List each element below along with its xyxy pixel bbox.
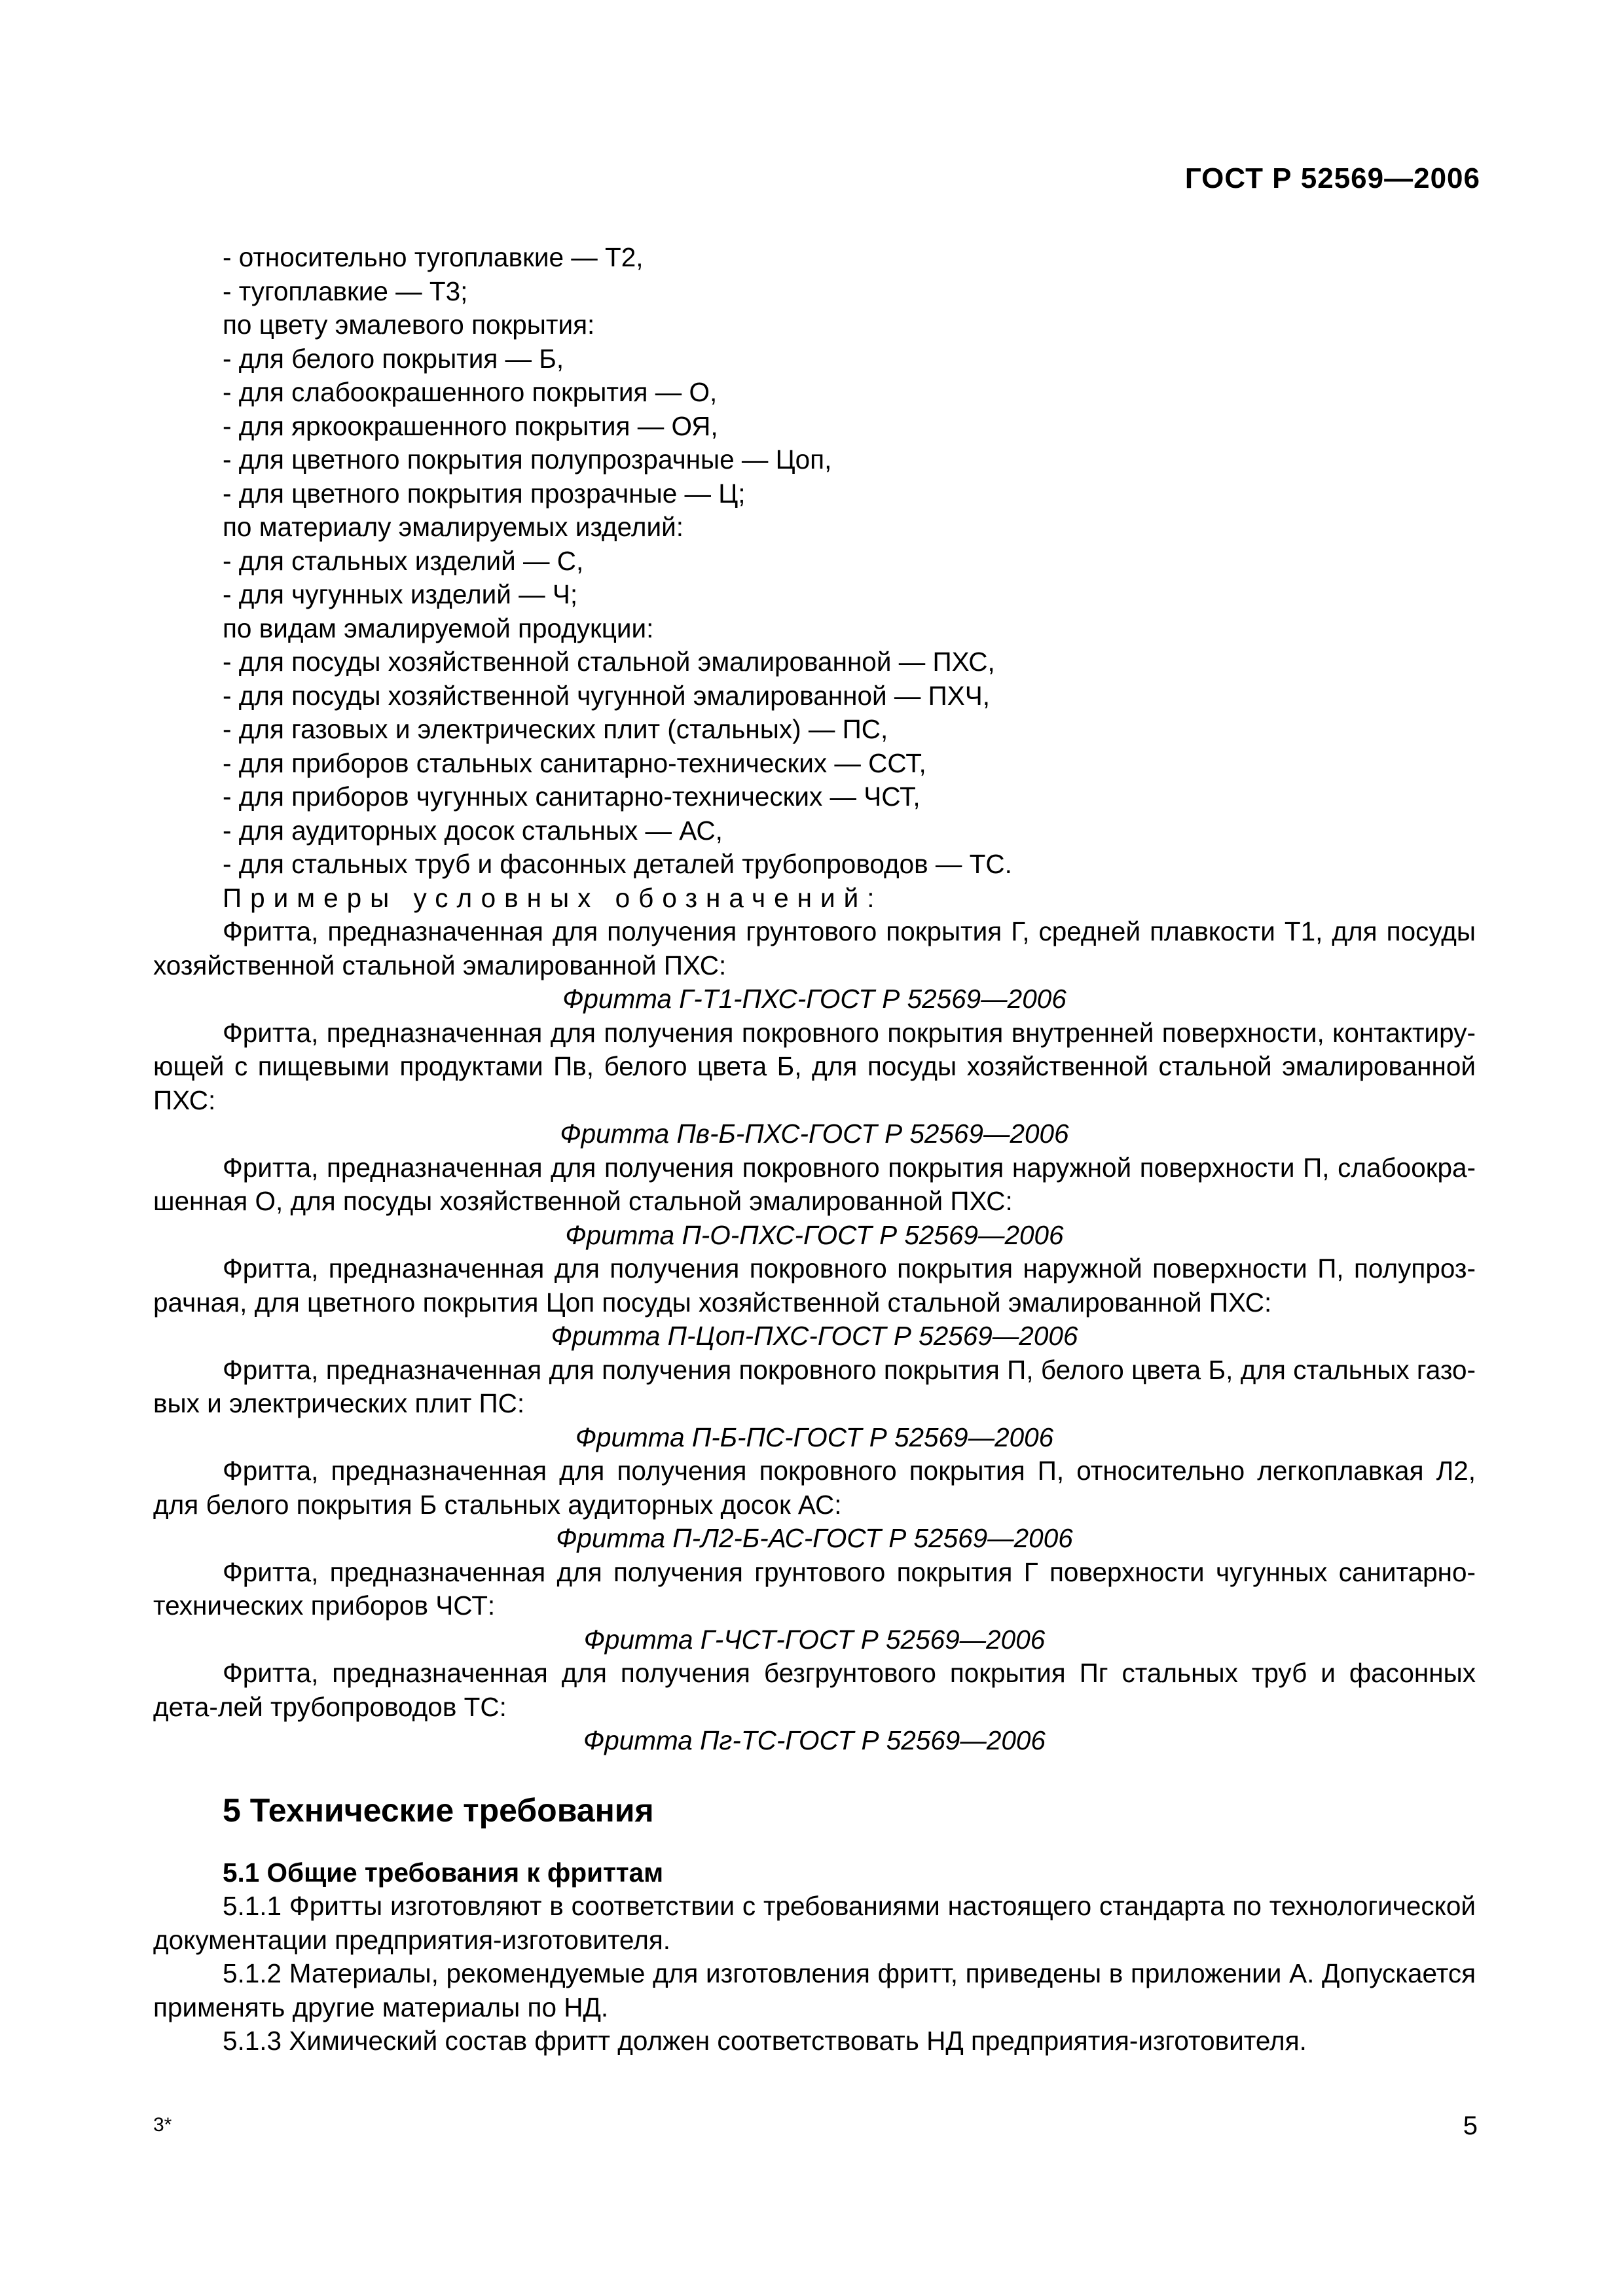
- example-description: Фритта, предназначенная для получения покровного покрытия П, относительно легкоплавкая Л2, для белого покрытия Б стальных аудиторных досок АС:: [153, 1456, 1476, 1520]
- example-code: Фритта П-Б-ПС-ГОСТ Р 52569—2006: [575, 1422, 1054, 1452]
- list-item: - для стальных изделий — С,: [223, 545, 584, 576]
- list-item: - относительно тугоплавкие — Т2,: [223, 242, 644, 272]
- list-heading: по видам эмалируемой продукции:: [223, 613, 654, 643]
- example-code: Фритта Пг-ТС-ГОСТ Р 52569—2006: [583, 1725, 1046, 1755]
- example-description: Фритта, предназначенная для получения грунтового покрытия Г, средней плавкости Т1, для посуды хозяйственной стальной эмалированной ПХС:: [153, 916, 1476, 980]
- list-heading: по цвету эмалевого покрытия:: [223, 310, 595, 340]
- example-code: Фритта Г-Т1-ПХС-ГОСТ Р 52569—2006: [562, 984, 1067, 1014]
- list-item: - для приборов чугунных санитарно-технических — ЧСТ,: [223, 781, 921, 812]
- example-code: Фритта П-Л2-Б-АС-ГОСТ Р 52569—2006: [556, 1523, 1073, 1553]
- list-item: - для слабоокрашенного покрытия — О,: [223, 377, 718, 407]
- list-item: - для посуды хозяйственной стальной эмалированной — ПХС,: [223, 647, 995, 677]
- clause-paragraph: 5.1.2 Материалы, рекомендуемые для изготовления фритт, приведены в приложении А. Допускается применять другие материалы по НД.: [153, 1958, 1476, 2022]
- example-description: Фритта, предназначенная для получения безгрунтового покрытия Пг стальных труб и фасонных дета-лей трубопроводов ТС:: [153, 1658, 1476, 1722]
- list-item: - для посуды хозяйственной чугунной эмалированной — ПХЧ,: [223, 680, 990, 711]
- example-code: Фритта П-О-ПХС-ГОСТ Р 52569—2006: [565, 1219, 1064, 1250]
- list-item: - для цветного покрытия прозрачные — Ц;: [223, 478, 746, 509]
- example-code: Фритта П-Цоп-ПХС-ГОСТ Р 52569—2006: [551, 1321, 1078, 1351]
- list-item: - для стальных труб и фасонных деталей трубопроводов — ТС.: [223, 849, 1012, 879]
- list-item: - для чугунных изделий — Ч;: [223, 579, 578, 609]
- standard-header: ГОСТ Р 52569—2006: [1184, 162, 1480, 194]
- example-code: Фритта Г-ЧСТ-ГОСТ Р 52569—2006: [583, 1624, 1046, 1655]
- sheet-mark: 3*: [153, 2114, 172, 2136]
- example-code: Фритта Пв-Б-ПХС-ГОСТ Р 52569—2006: [560, 1119, 1069, 1149]
- list-item: - для аудиторных досок стальных — АС,: [223, 815, 723, 846]
- list-item: - для газовых и электрических плит (стальных) — ПС,: [223, 714, 888, 744]
- example-description: Фритта, предназначенная для получения покровного покрытия наружной поверхности П, слабоокра-шенная О, для посуды хозяйственной стальной эмалированной ПХС:: [153, 1152, 1476, 1216]
- section-title: 5 Технические требования: [223, 1791, 654, 1829]
- document-body: [153, 241, 1476, 2058]
- list-heading: по материалу эмалируемых изделий:: [223, 512, 684, 542]
- example-description: Фритта, предназначенная для получения покровного покрытия П, белого цвета Б, для стальных газо-вых и электрических плит ПС:: [153, 1354, 1476, 1418]
- list-item: - для белого покрытия — Б,: [223, 343, 564, 374]
- list-item: - для яркоокрашенного покрытия — ОЯ,: [223, 410, 718, 441]
- subsection-title: 5.1 Общие требования к фриттам: [223, 1857, 664, 1888]
- example-description: Фритта, предназначенная для получения покровного покрытия внутренней поверхности, контактиру-ющей с пищевыми продуктами Пв, белого цвета Б, для посуды хозяйственной стальной эмалированной ПХС:: [153, 1017, 1476, 1115]
- clause-paragraph: 5.1.1 Фритты изготовляют в соответствии с требованиями настоящего стандарта по технологической документации предприятия-изготовителя.: [153, 1891, 1476, 1955]
- list-item: - для приборов стальных санитарно-технических — ССТ,: [223, 747, 926, 778]
- list-item: - для цветного покрытия полупрозрачные — Цоп,: [223, 444, 832, 475]
- page-number: 5: [1463, 2111, 1478, 2140]
- examples-heading: Примеры условных обозначений:: [223, 882, 883, 913]
- list-item: - тугоплавкие — Т3;: [223, 276, 468, 306]
- example-description: Фритта, предназначенная для получения покровного покрытия наружной поверхности П, полупроз-рачная, для цветного покрытия Цоп посуды хозяйственной стальной эмалированной ПХС:: [153, 1253, 1476, 1318]
- clause-paragraph: 5.1.3 Химический состав фритт должен соответствовать НД предприятия-изготовителя.: [223, 2026, 1307, 2056]
- example-description: Фритта, предназначенная для получения грунтового покрытия Г поверхности чугунных санитарно-технических приборов ЧСТ:: [153, 1556, 1476, 1621]
